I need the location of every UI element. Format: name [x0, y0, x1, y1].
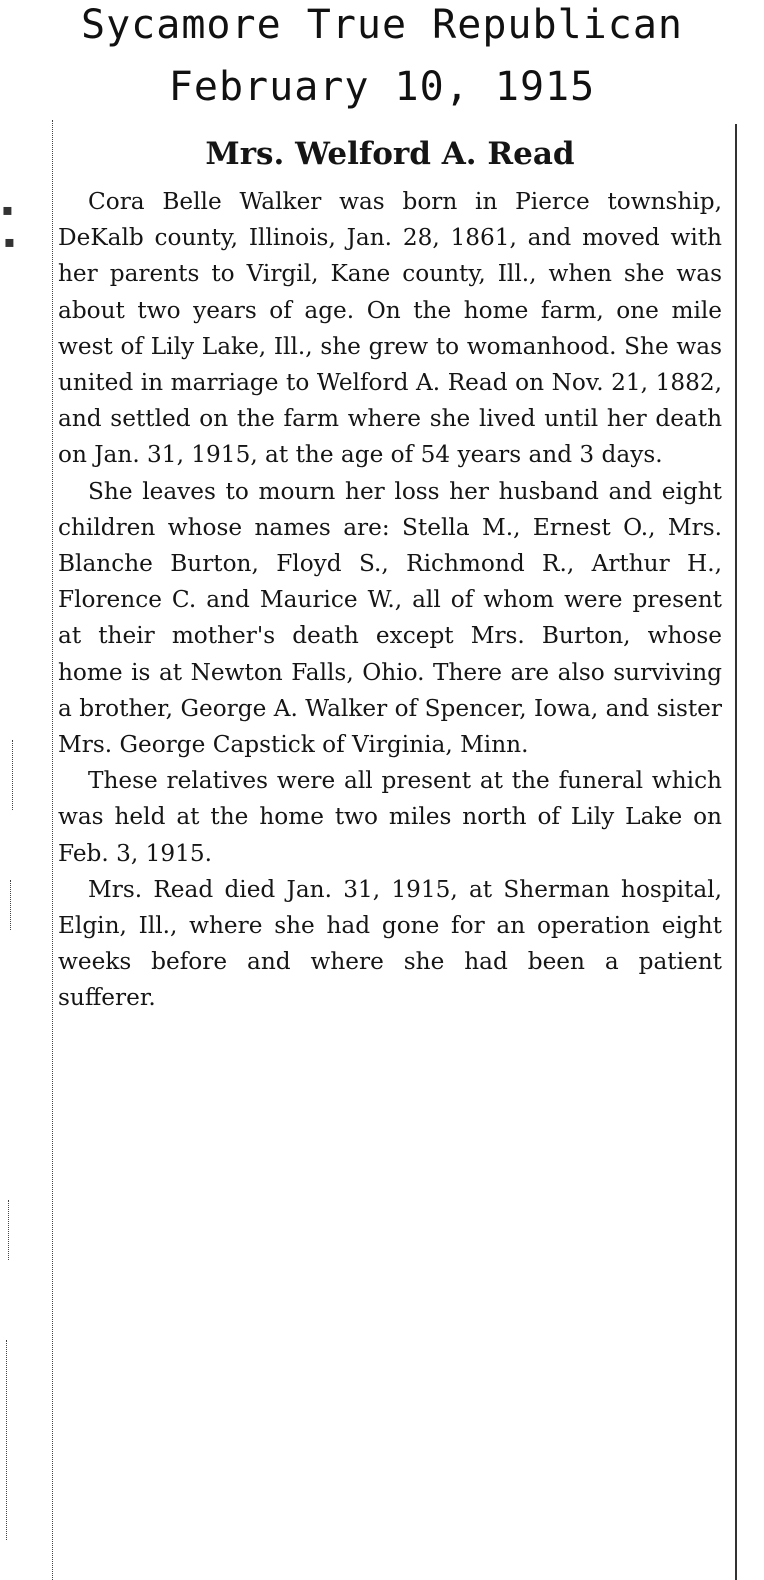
column-rule-left [52, 120, 53, 1580]
margin-speck: ▪ [4, 232, 15, 251]
column-rule-right [735, 124, 737, 1580]
article-paragraph-4: Mrs. Read died Jan. 31, 1915, at Sherman hospital, Elgin, Ill., where she had gone for an operation eight weeks before and where she had been a patient sufferer. [58, 875, 722, 1012]
publication-title: Sycamore True Republican [81, 2, 683, 48]
left-margin-mark [10, 880, 11, 930]
article-paragraph-3: These relatives were all present at the funeral which was held at the home two miles north of Lily Lake on Feb. 3, 1915. [58, 767, 722, 867]
left-margin-mark [8, 1200, 9, 1260]
article-headline: Mrs. Welford A. Read [205, 136, 575, 172]
publication-date: February 10, 1915 [168, 64, 596, 110]
left-margin-mark [6, 1340, 7, 1540]
margin-speck: ▪ [2, 200, 13, 219]
article-paragraph-1: Cora Belle Walker was born in Pierce township, DeKalb county, Illinois, Jan. 28, 1861, and moved with her parents to Virgil, Kane county, Ill., when she was about two years of age. On the home farm, one mile west of Lily Lake, Ill., she grew to womanhood. She was united in marriage to Welford A. Read on Nov. 21, 1882, and settled on the farm where she lived until her death on Jan. 31, 1915, at the age of 54 years and 3 days. [58, 188, 722, 469]
article [58, 132, 722, 1017]
left-margin-mark [12, 740, 13, 810]
article-paragraph-2: She leaves to mourn her loss her husband and eight children whose names are: Stella M., Ernest O., Mrs. Blanche Burton, Floyd S., Richmond R., Arthur H., Florence C. and Maurice W., all of whom were present at their mother's death except Mrs. Burton, whose home is at Newton Falls, Ohio. There are also surviving a brother, George A. Walker of Spencer, Iowa, and sister Mrs. George Capstick of Virginia, Minn. [58, 477, 722, 759]
